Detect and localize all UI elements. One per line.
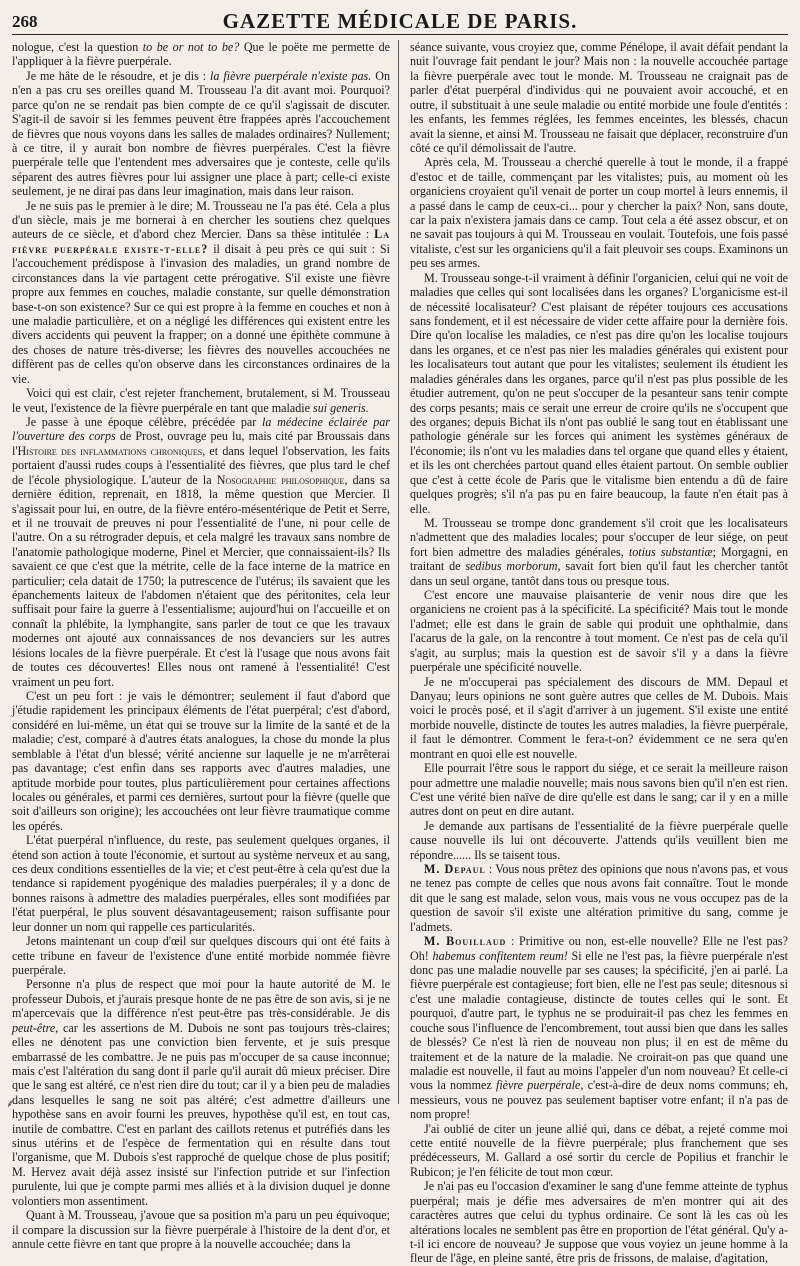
right-column <box>410 40 789 1266</box>
page-number: 268 <box>12 12 38 31</box>
margin-mark: ⸙ <box>6 1097 15 1110</box>
paragraph: M. Bouillaud : Primitive ou non, est-elle nouvelle? Elle ne l'est pas? Oh! habemus confitentem reum! Si elle ne l'est pas, la fièvre puerpérale n'est donc pas une maladie nouvelle par ses causes; la spécificité, j'en ai parlé. La fièvre puerpérale est contagieuse; fort bien, elle ne l'est pas seule; ditesnous si c'est une maladie contagieuse, distincte de toutes celles qui le sont. Et pourquoi, d'autre part, le typhus ne se produirait-il pas chez les femmes en couche sous l'influence de l'encombrement, tout aussi bien que dans les salles de blessés? Ce n'est là rien de nouveau non plus; il en est de même du traitement et de la nature de la maladie. Ne croirait-on pas que quand une maladie est nouvelle, il faut au moins l'appeler d'un nom nouveau? Et celle-ci vous la nommez fièvre puerpérale, c'est-à-dire de deux noms communs; eh, messieurs, vous ne pouvez pas seulement baptiser votre enfant; il n'a pas de nom propre! <box>410 934 788 1122</box>
column-divider <box>398 40 399 1104</box>
paragraph: Je ne m'occuperai pas spécialement des discours de MM. Depaul et Danyau; leurs opinions ne sont guère autres que celles de M. Dubois. Mais voici le procès posé, et il s'agit d'arriver à un jugement. S'il existe une entité morbide nouvelle, distincte de toutes les autres maladies, la fièvre puerpérale, il faut le démontrer. Comment le fera-t-on? évidemment ce ne sera qu'en montrant en quoi elle est nouvelle. <box>410 674 788 761</box>
paragraph: Je n'ai pas eu l'occasion d'examiner le sang d'une femme atteinte de typhus puerpéral; mais je défie mes adversaires de m'en montrer qui ait des caractères autres que celui du typhus ordinaire. Ce sont là les cas où les altérations locales ne semblent pas être en proportion de l'état général. Qu'y a-t-il ici encore de nouveau? Je suppose que vous voyiez un jeune homme à la fleur de l'âge, en pleine santé, être pris de frissons, de malaise, d'agitation, <box>410 1179 788 1266</box>
journal-title: GAZETTE MÉDICALE DE PARIS. <box>222 9 578 33</box>
paragraph: Je me hâte de le résoudre, et je dis : la fièvre puerpérale n'existe pas. On n'en a pas cru ses oreilles quand M. Trousseau l'a dit avant moi. Pourquoi? parce qu'on ne se rendait pas bien compte de ce qu'il s'agissait de discuter. S'agit-il de savoir si les femmes peuvent être frappées après l'accouchement de fièvres que nous voyons dans les salles de malades ordinaires? Nullement; à ce titre, il y aurait bon nombre de fièvres puerpérales. C'est la fièvre puerpérale telle que l'entendent mes adversaires que je conteste, celle qu'ils séparent des autres fièvres pour lui assigner une place à part; celle-ci existe seulement, je ne dirai pas dans leur imagination, mais dans leur raison. <box>12 68 390 199</box>
paragraph: Voici qui est clair, c'est rejeter franchement, brutalement, si M. Trousseau le veut, l'existence de la fièvre puerpérale en tant que maladie sui generis. <box>12 386 390 415</box>
paragraph: Personne n'a plus de respect que moi pour la haute autorité de M. le professeur Dubois, et j'aurais presque honte de ne pas être de son avis, si je ne m'apercevais que la différence n'est peut-être pas très-considérable. Je dis peut-être, car les assertions de M. Dubois ne sont pas toujours très-claires; elles ne dénotent pas une conviction bien fervente, et je suis presque embarrassé de les combattre. Je ne puis pas m'occuper de sa cause inconnue; mais c'est l'altération du sang dont il parle qu'il aurait dû mieux préciser. Dire que le sang est altéré, ce n'est rien dire du tout; car il y a bien peu de maladies dans lesquelles le sang ne soit pas altéré; c'est admettre d'ailleurs une hypothèse sans en avoir fourni les preuves, hypothèse qu'il est, en tout cas, inutile de combattre. C'est en parlant des caillots retenus et putréfiés dans les sinus utérins et de l'espèce de fermentation qui en résulte dans tout l'organisme, que M. Dubois s'est rapproché de quelque chose de plus positif; M. Hervez avait déjà assez insisté sur l'infection putride et sur l'infection purulente, lui que je compte parmi mes alliés et à la division duquel je donne volontiers mon assentiment. <box>12 977 390 1208</box>
page-header <box>12 6 788 35</box>
paragraph: Elle pourrait l'être sous le rapport du siége, et ce serait la meilleure raison pour admettre une maladie nouvelle; mais nous savons bien qu'il n'en est rien. C'est une vérité bien naïve de dire qu'elle est dans le sang; car il y en a mille autres dont on peut en dire autant. <box>410 761 788 819</box>
paragraph: J'ai oublié de citer un jeune allié qui, dans ce débat, a rejeté comme moi cette entité nouvelle de la fièvre puerpérale; plus franchement que ses prédécesseurs, M. Gallard a osé sortir du cercle de Popilius et franchir le Rubicon; je l'en félicite de tout mon cœur. <box>410 1121 788 1179</box>
paragraph: M. Trousseau songe-t-il vraiment à définir l'organicien, celui qui ne voit de maladies que celles qui sont localisées dans les organes? L'organicisme est-il de nécessité localisateur? C'est plaisant de répéter toujours ces accusations sans fondement, et il est nécessaire de vider cette affaire pour la dernière fois. Dire qu'on localise les maladies, ce n'est pas dire qu'on les localise toujours dans les organes, et ce n'est pas nier les maladies générales qui existent pour les localisateurs tout autant que pour les vitalistes; seulement ils étudient les maladies générales dans les organes, parce qu'il n'est pas plus possible de les étudier autrement, qu'on ne peut s'occuper de la pesanteur sans tenir compte des corps pesants; mais ce serait une erreur de croire qu'ils ne s'occupent que des organes; depuis Bichat ils n'ont pas oublié le sang tout en établissant une pathologie générale sur les forces qui animent les systèmes généraux de l'économie; ils n'ont vu les maladies dans tel organe que quand elles y étaient, et ils les ont cherchées partout quand elles étaient partout. On semble oublier que c'est à cette école de Paris que le vitalisme bien entendu a dû de faire quelques progrès; s'il n'a pas pu en faire beaucoup, la faute n'en était pas à elle. <box>410 270 788 516</box>
left-column <box>12 40 390 1252</box>
paragraph: C'est encore une mauvaise plaisanterie de venir nous dire que les organiciens ne croient pas à la spécificité. La spécificité? Mais tout le monde l'admet; elle est dans le grain de sable qui produit une ophthalmie, dans l'acarus de la gale, on la rencontre à tout moment. Ce n'est pas de cela qu'il s'agit, au surplus; mais la question est de savoir s'il y a dans la fièvre puerpérale une spécificité nouvelle. <box>410 588 788 675</box>
paragraph: Je ne suis pas le premier à le dire; M. Trousseau ne l'a pas été. Cela a plus d'un siècle, mais je me bornerai à en chercher les soutiens chez quelques auteurs de ce siècle, et d'abord chez Mercier. Dans sa thèse intitulée : La fièvre puerpérale existe-t-elle? il disait à peu près ce qui suit : Si l'accouchement prédispose à l'invasion des maladies, un grand nombre de circonstances dans la vie partagent cette prérogative. S'il existe une fièvre propre aux femmes en couches, maladie constante, sur quelle démonstration base-t-on son existence? Sur ce qui est propre à la femme en couches et non à une maladie particulière, et on a négligé les différences qui existent entre les divers accidents qui peuvent la frapper; on a donné une épithète commune à des choses de nature très-diverse; les fièvres des nouvelles accouchées ne diffèrent pas de celles qu'on observe dans les circonstances ordinaires de la vie. <box>12 198 390 386</box>
paragraph: nologue, c'est la question to be or not to be? Que le poëte me permette de l'appliquer à la fièvre puerpérale. <box>12 40 390 69</box>
paragraph: C'est un peu fort : je vais le démontrer; seulement il faut d'abord que j'étudie rapidement les principaux éléments de l'état puerpéral; c'est d'abord, considéré en lui-même, un état qui se trouve sur la limite de la santé et de la maladie; c'est, comparé à d'autres états analogues, la chose du monde la plus semblable à l'état d'un blessé; vérité ancienne sur laquelle je ne m'arrêterai pas davantage; c'est enfin dans ses rapports avec d'autres maladies, une aptitude morbide pour toutes, plus particulièrement pour certaines affections locales ou générales, et parmi ces dernières, surtout pour la fièvre (quelle que soit d'ailleurs son origine); les accouchées ont leur fièvre traumatique comme les opérés. <box>12 688 390 833</box>
paragraph: L'état puerpéral n'influence, du reste, pas seulement quelques organes, il étend son action à toute l'économie, et surtout au système nerveux et au sang, ces deux conditions essentielles de la vie; et c'est peut-être à cela qu'est due la tendance si rapidement pyogénique des maladies puerpérales; il y a donc de bonnes raisons à admettre des maladies puerpérales, elles sont modifiées par l'état puerpéral, le plus souvent désavantageusement; raison suffisante pour leur donner un nom qui rappelle ces particularités. <box>12 833 390 934</box>
paragraph: séance suivante, vous croyiez que, comme Pénélope, il avait défait pendant la nuit l'ouvrage fait pendant le jour? Mais non : la nouvelle accouchée partage la fièvre puerpérale avec tout le monde. M. Trousseau ne craignait pas de parler d'état puerpéral d'individus qui ne pouvaient avoir accouché, et en outre, il substituait à une seule maladie ou entité morbide une foule d'entités : les enfants, les femmes réglées, les femmes enceintes, les blessés, chacun avait la sienne, et ainsi M. Trousseau ne faisait que déplacer, reconstruire d'un côté ce qu'il démolissait de l'autre. <box>410 40 788 155</box>
paragraph: Après cela, M. Trousseau a cherché querelle à tout le monde, il a frappé d'estoc et de taille, commençant par les vitalistes; puis, au moment où les organiciens croyaient qu'il venait de porter un coup mortel à leurs ennemis, il a passé dans le camp de ceux-ci... pour y chercher la paix? Non, sans doute, car la paix n'existera jamais dans ce camp. Tout cela a été assez obscur, et on ne savait pas toujours à qui M. Trousseau en voulait. Toutefois, une fois passé vitaliste, c'est sur les organiciens qu'il a fait pleuvoir ses coups. Examinons un peu ses armes. <box>410 155 788 271</box>
paragraph: M. Depaul : Vous nous prêtez des opinions que nous n'avons pas, et vous ne tenez pas compte de celles que nous avons fait connaître. Tout le monde dit que le sang est malade, selon vous, mais vous ne vous occupez pas de la question de savoir s'il existe une altération primitive du sang, comme je l'admets. <box>410 862 788 934</box>
paragraph: Quant à M. Trousseau, j'avoue que sa position m'a paru un peu équivoque; il compare la discussion sur la fièvre puerpérale à l'histoire de la dent d'or, et annule cette fièvre en tant que propre à la nouvelle accouchée; dans la <box>12 1208 390 1252</box>
paragraph: M. Trousseau se trompe donc grandement s'il croit que les localisateurs n'admettent que des maladies locales; pour s'occuper de leur siége, on peut fort bien admettre des maladies générales, totius substantiæ; Morgagni, en traitant de sedibus morborum, savait fort bien qu'il faut les chercher tantôt dans un seul organe, tantôt dans tous ou presque tous. <box>410 515 789 588</box>
paragraph: Jetons maintenant un coup d'œil sur quelques discours qui ont été faits à cette tribune en faveur de l'existence d'une entité morbide nommée fièvre puerpérale. <box>12 934 390 977</box>
paragraph: Je demande aux partisans de l'essentialité de la fièvre puerpérale quelle cause nouvelle ils lui ont découverte. J'attends qu'ils veuillent bien me répondre...... Ils se taisent tous. <box>410 818 788 862</box>
paragraph: Je passe à une époque célèbre, précédée par la médecine éclairée par l'ouverture des corps de Prost, ouvrage peu lu, mais cité par Broussais dans l'Histoire des inflammations chroniques, et dans lequel l'observation, les faits portaient d'aussi rudes coups à l'essentialité des fièvres, que plus tard le chef de l'école physiologique. L'auteur de la Nosographie philosophique, dans sa dernière édition, reprenait, en 1818, la même question que Mercier. Il s'agissait pour lui, en outre, de la fièvre entéro-mésentérique de Petit et Serre, et il ne trouvait de preuves ni pour l'essentialité de l'une, ni pour celle de l'autre. On a su rétrograder depuis, et cela malgré les travaux sans nombre de l'anatomie pathologique moderne, Pinel et Mercier, que connaissaient-ils? Ils savaient ce que c'est que la métrite, celle de la face interne de la matrice en particulier; cela datait de 1750; la putrescence de l'utérus; ils savaient que les épanchements laiteux de l'abdomen n'étaient que des péritonites, cela leur suffisait pour faire la guerre à l'essentialisme; aujourd'hui on l'accueille et on connaît la phlébite, la lymphangite, sans parler de tout ce que les travaux modernes ont ajouté aux connaissances de nos devanciers sur les autres lésions locales de la fièvre puerpérale. Et c'est là l'usage que nous avons fait de toutes ces découvertes! Elles nous ont ramené à l'essentialité! C'est vraiment un peu fort. <box>12 414 390 689</box>
